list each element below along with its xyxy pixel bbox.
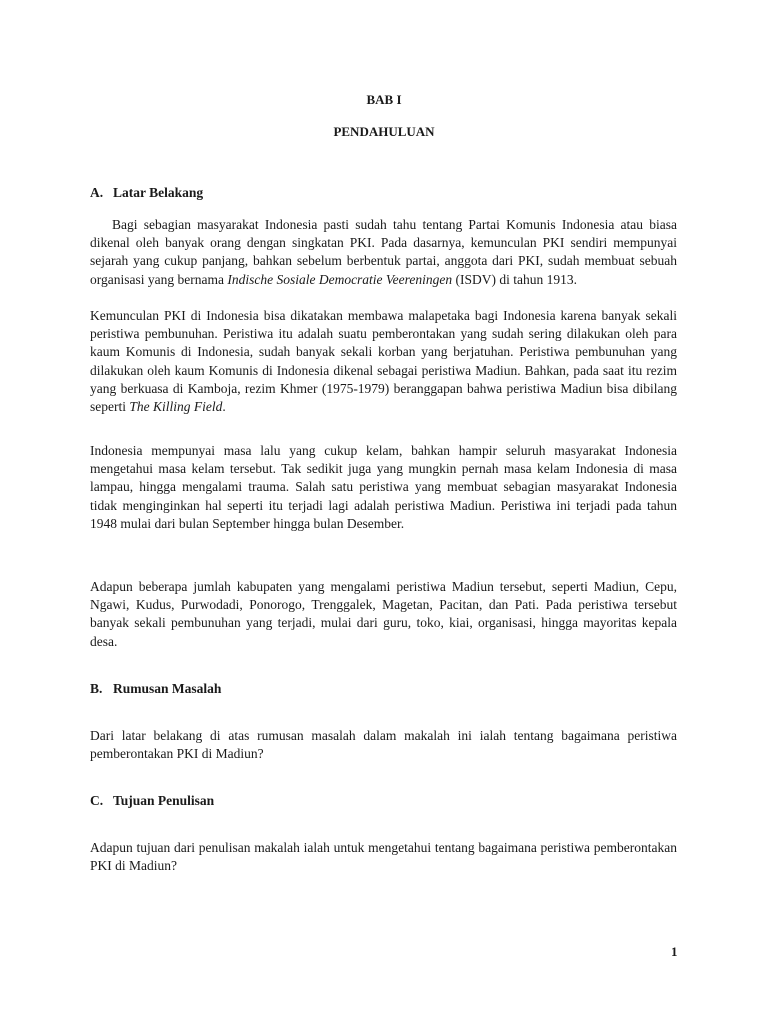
- section-title: Rumusan Masalah: [113, 681, 222, 696]
- section-heading-latar-belakang: [90, 185, 203, 201]
- paragraph-kemunculan: [90, 307, 677, 416]
- paragraph-masa-kelam: Indonesia mempunyai masa lalu yang cukup kelam, bahkan hampir seluruh masyarakat Indonesia mengetahui masa kelam tersebut. Tak sedikit juga yang mungkin pernah masa kelam Indonesia di masa lampau, hingga mengalami trauma. Salah satu peristiwa yang membuat sebagian masyarakat Indonesia tidak menginginkan hal seperti itu terjadi lagi adalah peristiwa Madiun. Peristiwa ini terjadi pada tahun 1948 mulai dari bulan September hingga bulan Desember.: [90, 443, 677, 531]
- section-title: Tujuan Penulisan: [113, 793, 215, 808]
- section-heading-rumusan-masalah: [90, 681, 221, 697]
- paragraph-text: Kemunculan PKI di Indonesia bisa dikatakan membawa malapetaka bagi Indonesia karena banyak sekali peristiwa pembunuhan. Peristiwa itu adalah suatu pemberontakan yang sudah sering dilakukan oleh para kaum Komunis di Indonesia, sudah banyak sekali korban yang berjatuhan. Peristiwa pembunuhan yang dilakukan oleh kaum Komunis di Indonesia dikenal sebagai peristiwa Madiun. Bahkan, pada saat itu rezim yang berkuasa di Kamboja, rezim Khmer (1975-1979) beranggapan bahwa peristiwa Madiun bisa dibilang seperti: [90, 308, 677, 415]
- page-number: 1: [671, 944, 678, 959]
- paragraph-tujuan: Adapun tujuan dari penulisan makalah ialah untuk mengetahui tentang bagaimana peristiwa pemberontakan PKI di Madiun?: [90, 840, 677, 874]
- italic-term: The Killing Field: [129, 399, 223, 415]
- section-heading-tujuan-penulisan: [90, 793, 214, 809]
- paragraph-text: (ISDV) di tahun 1913.: [452, 271, 578, 287]
- italic-term: Indische Sosiale Democratie Veereningen: [227, 271, 453, 287]
- section-letter: C.: [90, 793, 104, 808]
- paragraph-text: Bagi sebagian masyarakat Indonesia pasti sudah tahu tentang Partai Komunis Indonesia atau biasa dikenal oleh banyak orang dengan singkatan PKI. Pada dasarnya, kemunculan PKI sendiri mempunyai sejarah yang cukup panjang, bahkan sebelum berbentuk partai, anggota dari PKI, sudah membuat sebuah organisasi yang bernama: [90, 217, 677, 287]
- chapter-number: BAB I: [366, 92, 402, 107]
- section-letter: A.: [90, 185, 104, 200]
- paragraph-rumusan: Dari latar belakang di atas rumusan masalah dalam makalah ini ialah tentang bagaimana peristiwa pemberontakan PKI di Madiun?: [90, 728, 677, 762]
- paragraph-isdv: [90, 216, 677, 289]
- section-letter: B.: [90, 681, 103, 696]
- chapter-title: PENDAHULUAN: [333, 124, 435, 139]
- paragraph-text: .: [222, 399, 226, 415]
- paragraph-kabupaten: Adapun beberapa jumlah kabupaten yang mengalami peristiwa Madiun tersebut, seperti Madiun, Cepu, Ngawi, Kudus, Purwodadi, Ponorogo, Trenggalek, Magetan, Pacitan, dan Pati. Pada peristiwa tersebut banyak sekali pembunuhan yang terjadi, mulai dari guru, toko, kiai, organisasi, hingga mayoritas kepala desa.: [90, 579, 677, 649]
- section-title: Latar Belakang: [113, 185, 204, 200]
